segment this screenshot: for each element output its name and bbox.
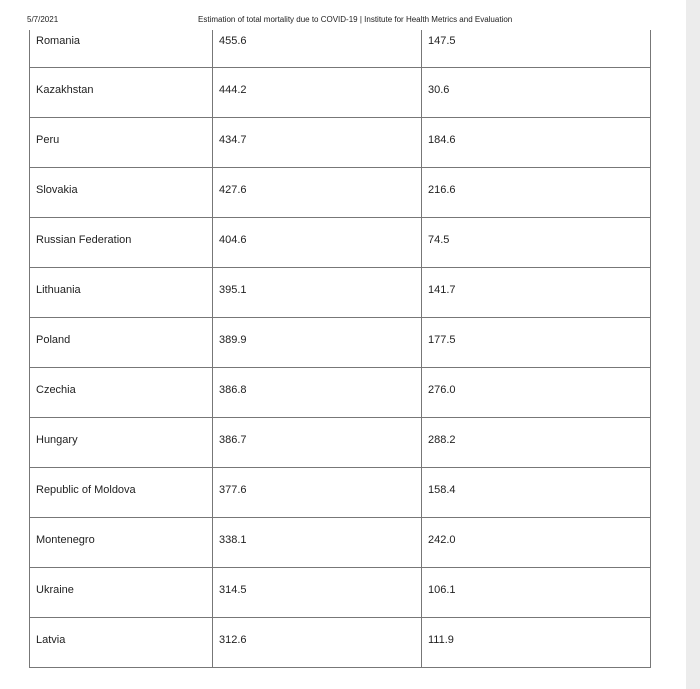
value-cell-text: 314.5: [219, 583, 247, 596]
country-cell-text: Ukraine: [36, 583, 74, 596]
country-cell-text: Slovakia: [36, 183, 78, 196]
value-cell: [213, 117, 422, 167]
value-cell: [213, 517, 422, 567]
value-cell-text: 288.2: [428, 433, 456, 446]
country-cell: [30, 217, 213, 267]
value-cell-text: 30.6: [428, 83, 450, 96]
value-cell-text: 276.0: [428, 383, 456, 396]
value-cell: [213, 317, 422, 367]
value-cell: [422, 117, 651, 167]
value-cell-text: 338.1: [219, 533, 247, 546]
value-cell: [422, 317, 651, 367]
country-cell: [30, 567, 213, 617]
country-cell-text: Poland: [36, 333, 71, 346]
country-cell: [30, 267, 213, 317]
value-cell: [422, 467, 651, 517]
value-cell-text: 444.2: [219, 83, 247, 96]
value-cell-text: 141.7: [428, 283, 456, 296]
value-cell-text: 147.5: [428, 35, 456, 47]
value-cell: [422, 517, 651, 567]
table-row: [30, 517, 651, 567]
country-cell: [30, 617, 213, 667]
value-cell-text: 177.5: [428, 333, 456, 346]
value-cell-text: 386.8: [219, 383, 247, 396]
country-cell: [30, 367, 213, 417]
country-cell: [30, 167, 213, 217]
table-row: [30, 467, 651, 517]
table-row: [30, 317, 651, 367]
value-cell: [213, 67, 422, 117]
value-cell: [422, 267, 651, 317]
value-cell: [213, 417, 422, 467]
value-cell-text: 377.6: [219, 483, 247, 496]
country-cell: [30, 467, 213, 517]
value-cell-text: 158.4: [428, 483, 456, 496]
country-cell: [30, 117, 213, 167]
value-cell-text: 427.6: [219, 183, 247, 196]
page-header-title: Estimation of total mortality due to COVID-19 | Institute for Health Metrics and Evaluation: [198, 15, 513, 24]
mortality-table: [29, 30, 651, 668]
value-cell: [213, 617, 422, 667]
table-row: [30, 30, 651, 67]
country-cell-text: Romania: [36, 35, 81, 47]
value-cell: [422, 417, 651, 467]
country-cell-text: Lithuania: [36, 283, 81, 296]
table-row: [30, 117, 651, 167]
value-cell: [422, 30, 651, 67]
table-row: [30, 367, 651, 417]
value-cell-text: 184.6: [428, 133, 456, 146]
value-cell: [422, 367, 651, 417]
country-cell: [30, 517, 213, 567]
country-cell: [30, 317, 213, 367]
value-cell: [422, 167, 651, 217]
value-cell-text: 74.5: [428, 233, 450, 246]
value-cell-text: 386.7: [219, 433, 247, 446]
table-row: [30, 217, 651, 267]
value-cell: [213, 267, 422, 317]
value-cell-text: 111.9: [428, 633, 454, 646]
value-cell-text: 216.6: [428, 183, 456, 196]
value-cell-text: 455.6: [219, 35, 247, 47]
value-cell-text: 312.6: [219, 633, 247, 646]
print-date: 5/7/2021: [27, 15, 59, 24]
value-cell-text: 404.6: [219, 233, 247, 246]
value-cell: [422, 567, 651, 617]
country-cell-text: Kazakhstan: [36, 83, 94, 96]
country-cell-text: Republic of Moldova: [36, 483, 136, 496]
table-row: [30, 417, 651, 467]
country-cell-text: Russian Federation: [36, 233, 132, 246]
country-cell-text: Latvia: [36, 633, 66, 646]
value-cell: [213, 367, 422, 417]
table-row: [30, 617, 651, 667]
value-cell: [213, 217, 422, 267]
value-cell-text: 389.9: [219, 333, 247, 346]
value-cell: [213, 467, 422, 517]
value-cell-text: 395.1: [219, 283, 247, 296]
country-cell: [30, 417, 213, 467]
country-cell: [30, 30, 213, 67]
country-cell-text: Hungary: [36, 433, 78, 446]
value-cell: [422, 67, 651, 117]
value-cell: [213, 167, 422, 217]
table-body: [30, 30, 651, 667]
table-row: [30, 67, 651, 117]
value-cell-text: 242.0: [428, 533, 456, 546]
country-cell-text: Peru: [36, 133, 60, 146]
country-cell: [30, 67, 213, 117]
table-row: [30, 567, 651, 617]
country-cell-text: Montenegro: [36, 533, 95, 546]
value-cell: [213, 30, 422, 67]
table-row: [30, 167, 651, 217]
value-cell: [213, 567, 422, 617]
value-cell-text: 106.1: [428, 583, 456, 596]
value-cell: [422, 217, 651, 267]
value-cell: [422, 617, 651, 667]
table-row: [30, 267, 651, 317]
country-cell-text: Czechia: [36, 383, 76, 396]
value-cell-text: 434.7: [219, 133, 247, 146]
